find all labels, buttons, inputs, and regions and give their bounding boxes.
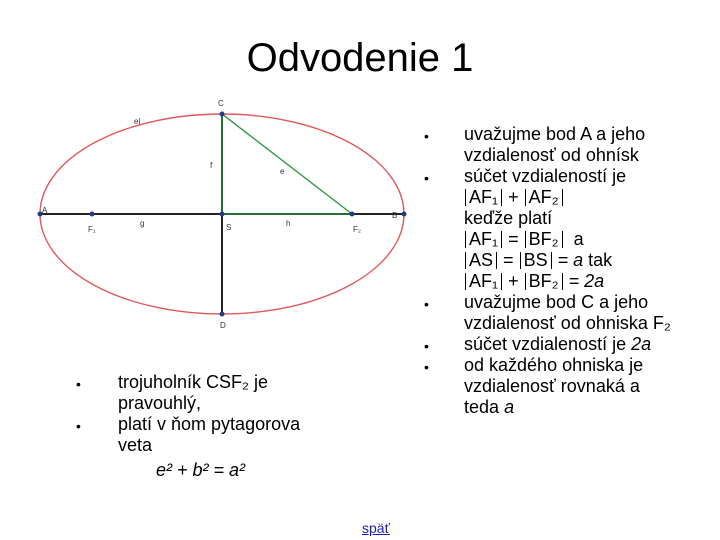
left-item-1	[76, 372, 368, 414]
left-item-2	[76, 414, 368, 481]
point-S	[220, 212, 225, 217]
bullet: •	[424, 296, 429, 312]
equation-sum-af: AF₁ + AF₂	[464, 187, 714, 208]
left-bullet-list	[76, 372, 368, 481]
right-bullet-list	[424, 124, 714, 418]
item-text: platí v ňom pytagorova	[118, 414, 301, 434]
label-F2: F₂	[353, 225, 361, 234]
equation-as-bs: AS = BS = a tak	[464, 250, 714, 271]
right-item-3	[424, 292, 714, 334]
item-text: vzdialenosť od ohniska F₂	[464, 313, 671, 333]
item-text: súčet vzdialeností je 2a	[464, 334, 652, 354]
item-text: uvažujme bod C a jeho	[464, 292, 649, 312]
item-text: vzdialenosť rovnaká a	[464, 376, 640, 396]
bullet: •	[76, 376, 81, 392]
label-F1: F₁	[88, 225, 96, 234]
bullet: •	[424, 338, 429, 354]
item-text: veta	[118, 435, 153, 455]
item-text: vzdialenosť od ohnísk	[464, 145, 639, 165]
label-el: el	[134, 117, 141, 126]
label-D: D	[220, 321, 226, 330]
item-text: trojuholník CSF₂ je	[118, 372, 269, 392]
item-text: teda a	[464, 397, 515, 417]
item-text: súčet vzdialeností je	[464, 166, 627, 186]
label-h: h	[286, 219, 291, 228]
bullet: •	[424, 170, 429, 186]
right-item-2	[424, 166, 714, 292]
item-text: od každého ohniska je	[464, 355, 644, 375]
point-B	[402, 212, 407, 217]
pythagoras-formula: e² + b² = a²	[156, 460, 246, 480]
label-S: S	[226, 223, 232, 232]
back-link[interactable]: späť	[362, 520, 390, 536]
label-e: e	[280, 167, 285, 176]
right-item-1	[424, 124, 714, 166]
bullet: •	[424, 359, 429, 375]
right-item-5	[424, 355, 714, 418]
triangle-hypotenuse	[222, 114, 352, 214]
point-C	[220, 112, 225, 117]
slide-title: Odvodenie 1	[246, 36, 474, 80]
label-A: A	[42, 206, 48, 215]
equation-af-bf: AF₁ = BF₂ a	[464, 229, 714, 250]
bullet: •	[76, 418, 81, 434]
right-item-4	[424, 334, 714, 355]
equation-result: AF₁ + BF₂ = 2a	[464, 271, 714, 292]
point-F2	[350, 212, 355, 217]
point-D	[220, 312, 225, 317]
label-C: C	[218, 99, 224, 108]
item-text: pravouhlý,	[118, 393, 202, 413]
item-text: uvažujme bod A a jeho	[464, 124, 646, 144]
label-f: f	[210, 161, 213, 170]
point-F1	[90, 212, 95, 217]
bullet: •	[424, 128, 429, 144]
label-g: g	[140, 219, 145, 228]
label-B: B	[392, 211, 398, 220]
equation-intro: keďže platí	[464, 208, 553, 228]
